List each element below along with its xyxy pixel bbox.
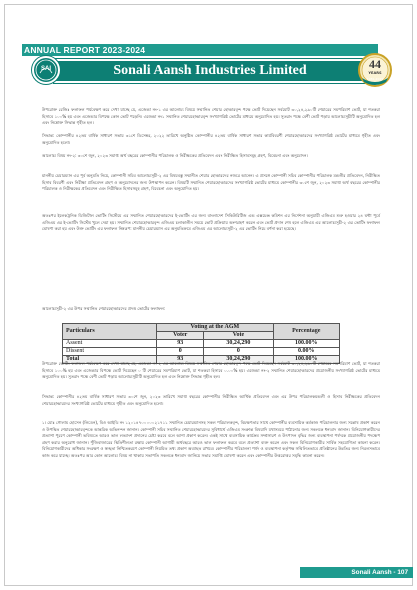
- anniversary-number: 44: [369, 57, 381, 71]
- subheader-voter: Voter: [157, 332, 204, 340]
- paragraph-agenda-1-result: উপরোক্ত রেজিঃ ফলাফল পর্যবেক্ষণ করে দেখা যাচ্ছে যে, এজেন্ডা নং-১ এর আলোচ্য বিষয়ে সম্মানিত শেয়ার হোল্ডারবৃন্দ পক্ষে ভোট দিয়েছেন সর্বমোট ৩০,২৪,২৯০টি শেয়ারের সমপরিমাণ ভোট, যা শতকরা হিসাবে ১০০% হয় এবং এজেন্ডার বিপক্ষে কোন ভোট পড়েনি। এজেন্ডা নং১ সম্মানিত শেয়ারহোল্ডারবৃন্দ সংখ্যাগরিষ্ঠ ভোটের মাধ্যমে অনুমোদিত হয়। সুতরাং পক্ষে বেশী ভোট পড়ায় আলোচ্যসূচীটি অনুমোদিত হল এবং নিম্নোক্ত সিদ্ধান্ত গৃহীত হল।: [42, 107, 380, 126]
- logo-text: SAI: [40, 66, 51, 72]
- anniversary-badge: [357, 52, 393, 88]
- subheader-vote: Vote: [204, 332, 273, 340]
- company-name: Sonali Aansh Industries Limited: [113, 63, 307, 78]
- total-vote: 30,24,290: [204, 356, 273, 364]
- row-percentage: 0.00%: [273, 348, 339, 356]
- row-vote: 30,24,290: [204, 340, 273, 348]
- paragraph-agenda-2-title: আলোচ্য বিষয় নং-২: ৩০শে জুন, ২০২৩ সমাপ্ত অর্থ বছরের কোম্পানীর পরিচালক ও নিরীক্ষকের প্রতিবেদন এবং নিরীক্ষিত হিসাবসমূহ গ্রহণ, বিবেচনা এবং অনুমোদন।: [42, 153, 308, 158]
- anniversary-years: 1981-2025: [366, 77, 384, 81]
- row-label: Dissent: [63, 348, 157, 356]
- report-title: ANNUAL REPORT 2023-2024: [24, 45, 146, 55]
- paragraph-resolution-2: সিদ্ধান্ত: কোম্পানীর ৪২তম বার্ষিক সাধারণ সভায় ৩০শে জুন, ২০২৩ তারিখে সমাপ্ত বছরের কোম্পানীর নিরীক্ষিত আর্থিক প্রতিবেদন এবং এর উপর পরিচালকমন্ডলী ও হিসাব নিরীক্ষকের প্রতিবেদন শেয়ারহোল্ডারদের সংখ্যাগরিষ্ঠ ভোটের মাধ্যমে গৃহীত এবং অনুমোদিত হলো।: [42, 394, 380, 406]
- table-header-row: [63, 324, 340, 332]
- paragraph-resolution-1: সিদ্ধান্ত: কোম্পানীর ৪২তম বার্ষিক সাধারণ সভায় ৩১শে ডিসেম্বর, ২০২২ তারিখে অনুষ্ঠিত কোম্পানীর ৪২তম বার্ষিক সাধারণ সভার কার্যবিবরণী শেয়ারহোল্ডারদের সংখ্যাগরিষ্ঠ ভোটের মাধ্যমে গৃহীত এবং অনুমোদিত হলো।: [42, 133, 380, 145]
- header-voting: Voting at the AGM: [157, 324, 273, 332]
- page-number: Sonali Aansh - 107: [351, 569, 408, 576]
- paragraph-agenda-2-result: উপরোক্ত ভোটিং ফলাফল পর্যবেক্ষণ করে দেখা যাচ্ছে যে, এজেন্ডা নং-২ এর আলোচ্য বিষয়ে সম্মানিত শেয়ার হোল্ডারবৃন্দ পক্ষে ভোট দিয়েছেন সর্বমোট ৩০,২৪,২৯০টি শেয়ারের সমপরিমাণ ভোট, যা শতকরা হিসাবে ১০০% হয় এবং এজেন্ডার বিপক্ষে ভোট দিয়েছেন ০ টি শেয়ারের সমপরিমাণ ভোট, যা শতকরা হিসাবে ০.০০% হয়। এজেন্ডা নং-২ সম্মানিত শেয়ারহোল্ডারদের প্রয়োজনীয় সংখ্যাগরিষ্ঠ ভোটের মাধ্যমে অনুমোদিত হয়। সুতরাং পক্ষে বেশী ভোট পড়ায় আলোচ্যসূচীটি অনুমোদিত হল এবং নিম্নোক্ত সিদ্ধান্ত গৃহীত হল।: [42, 361, 380, 380]
- row-label: Assent: [63, 340, 157, 348]
- total-percentage: 100.00%: [273, 356, 339, 364]
- table-row: [63, 348, 340, 356]
- paragraph-shareholder-remarks: ১। মোঃ গোলাম হোসেন (লিডেন), বিও আইডি নং ১২০১৪৭০০০০০২১৭১১ সম্মানিত চেয়ারম্যানসহ সকল পরিচালকবৃন্দ, বিচক্ষণতার সাথে কোম্পানীর ব্যবসায়িক কর্মকাণ্ড পরিচালনার জন্য সন্তোষ প্রকাশ করেন ও উপস্থিত শেয়ারহোল্ডারবৃন্দকে আন্তরিক অভিনন্দন জানান। কোম্পানী সচিব সম্মানিত শেয়ারহোল্ডারদের সুবিধার্থে এজিএম সংক্রান্ত বিষয়াদি যথাসময়ে পাঠানোর জন্য সকলকে ধন্যবাদ জানান। বিনিয়োগকারীদের প্রত্যাশা পূরণে কোম্পানী ভবিষ্যতে আরও ভাল লভ্যাংশ প্রদানের চেষ্টা করবে বলে আশা প্রকাশ করেন। একই সাথে ব্যবসায়িক কার্যক্রম সম্প্রসারণ ও উৎপাদন বৃদ্ধির জন্য ব্যবস্থাপনা পর্ষদকে প্রয়োজনীয় পদক্ষেপ গ্রহণ করার অনুরোধ জানান। পুঁজিবাজারের স্থিতিশীলতা রক্ষায় কোম্পানী আগামী অর্থবছরে আরও ভাল ফলাফল করবে বলে প্রত্যাশা ব্যক্ত করেন এবং সকল বিনিয়োগকারীর সার্বিক সহযোগিতা কামনা করেন। বিনিয়োগকারীদের অধিকার সংরক্ষণ ও স্বচ্ছতা নিশ্চিতকরণে কোম্পানী নিয়মিত তথ্য প্রকাশ অব্যাহত রাখবে। কোম্পানীর পরিচালনা পর্ষদ ও ব্যবস্থাপনা কর্তৃপক্ষ সম্মিলিতভাবে প্রতিষ্ঠানের উন্নতির জন্য নিরলসভাবে কাজ করে যাচ্ছে। অতঃপর আর কোন আলোচ্য বিষয় না থাকায় সভাপতি সকলকে ধন্যবাদ জানিয়ে সভার সমাপ্তি ঘোষণা করেন এবং কোম্পানীর উত্তরোত্তর সমৃদ্ধি কামনা করেন।: [42, 420, 380, 458]
- table-row: [63, 340, 340, 348]
- page-frame: [4, 4, 413, 586]
- company-banner: [54, 59, 366, 83]
- total-label: Total: [63, 356, 157, 364]
- paragraph-vote-intro: আলোচ্যসূচী-২ এর উপর সম্মানিত শেয়ারহোল্ডারদের প্রদত্ত ভোটের ফলাফল:: [42, 306, 166, 311]
- header-particulars: Particulars: [63, 324, 157, 340]
- header-percentage: Percentage: [273, 324, 339, 340]
- row-voter: 93: [157, 340, 204, 348]
- vote-result-table: [62, 323, 340, 364]
- paragraph-agenda-2-discussion: মাননীয় চেয়ারম্যান এর পূর্ব অনুমতি নিয়ে, কোম্পানী সচিব আলোচ্যসূচী-২ এর বিষয়বস্তু সম্মানীত শেয়ার হোল্ডারদের নজরে আনেন। এ প্রসঙ্গে কোম্পানী সচিব কোম্পানীর পরিচালক মন্ডলীর প্রতিবেদন, নিরীক্ষিত হিসাব বিবরণী এবং নিরীক্ষা প্রতিবেদন গ্রহণ ও অনুমোদনের জন্য উপস্থাপন করেন। বিষয়টি সম্মানিত শেয়ারহোল্ডারদের সংখ্যাগরিষ্ঠ ভোটের মাধ্যমে কোম্পানীর ৩০শে জুন, ২০২৩ সমাপ্ত অর্থ বছরের কোম্পানীর পরিচালক ও নিরীক্ষকের প্রতিবেদন এবং নিরীক্ষিত হিসাবসমূহ গ্রহণ, বিবেচনা এবং অনুমোদিত হয়।: [42, 173, 380, 192]
- row-voter: 0: [157, 348, 204, 356]
- anniversary-label: YEARS: [368, 71, 382, 75]
- row-percentage: 100.00%: [273, 340, 339, 348]
- company-logo: [32, 56, 60, 84]
- paragraph-e-voting: অতঃপর ইলেকট্রনিক ডিজিটাল ভোটিং সিস্টেমে এর সম্মানিত শেয়ারহোল্ডারদের ই-ভোটিং এর জন্য বাংলাদেশ সিকিউরিটিজ এন্ড এক্সচেঞ্জ কমিশন এর নির্দেশনা অনুযায়ী এজিএম শুরু হওয়ার ২৪ ঘন্টা পূর্বে এজিএম এর ই-ভোটিং সিস্টেম খুলে দেয়া হয়। সম্মানিত শেয়ারহোল্ডারবৃন্দ এজিএম চলাকালীন সময়ে ভোট প্রক্রিয়ায় অংশগ্রহণ করেন এবং ভোট প্রদান শেষ হলে এজিএম এর আলোচ্যসূচী-২ এর ভোটিং ফলাফল ঘোষণা করা হয় এবং উক্ত ভোটিং এর ফলাফল নিম্নরূপ: মাননীয় চেয়ারম্যান এর অনুমতিক্রমে এজিএম এর আলোচ্যসূচী-২ এর ভোটিং নিচে বর্ণনা করা হয়েছে।: [42, 213, 380, 232]
- total-voter: 93: [157, 356, 204, 364]
- row-vote: 0: [204, 348, 273, 356]
